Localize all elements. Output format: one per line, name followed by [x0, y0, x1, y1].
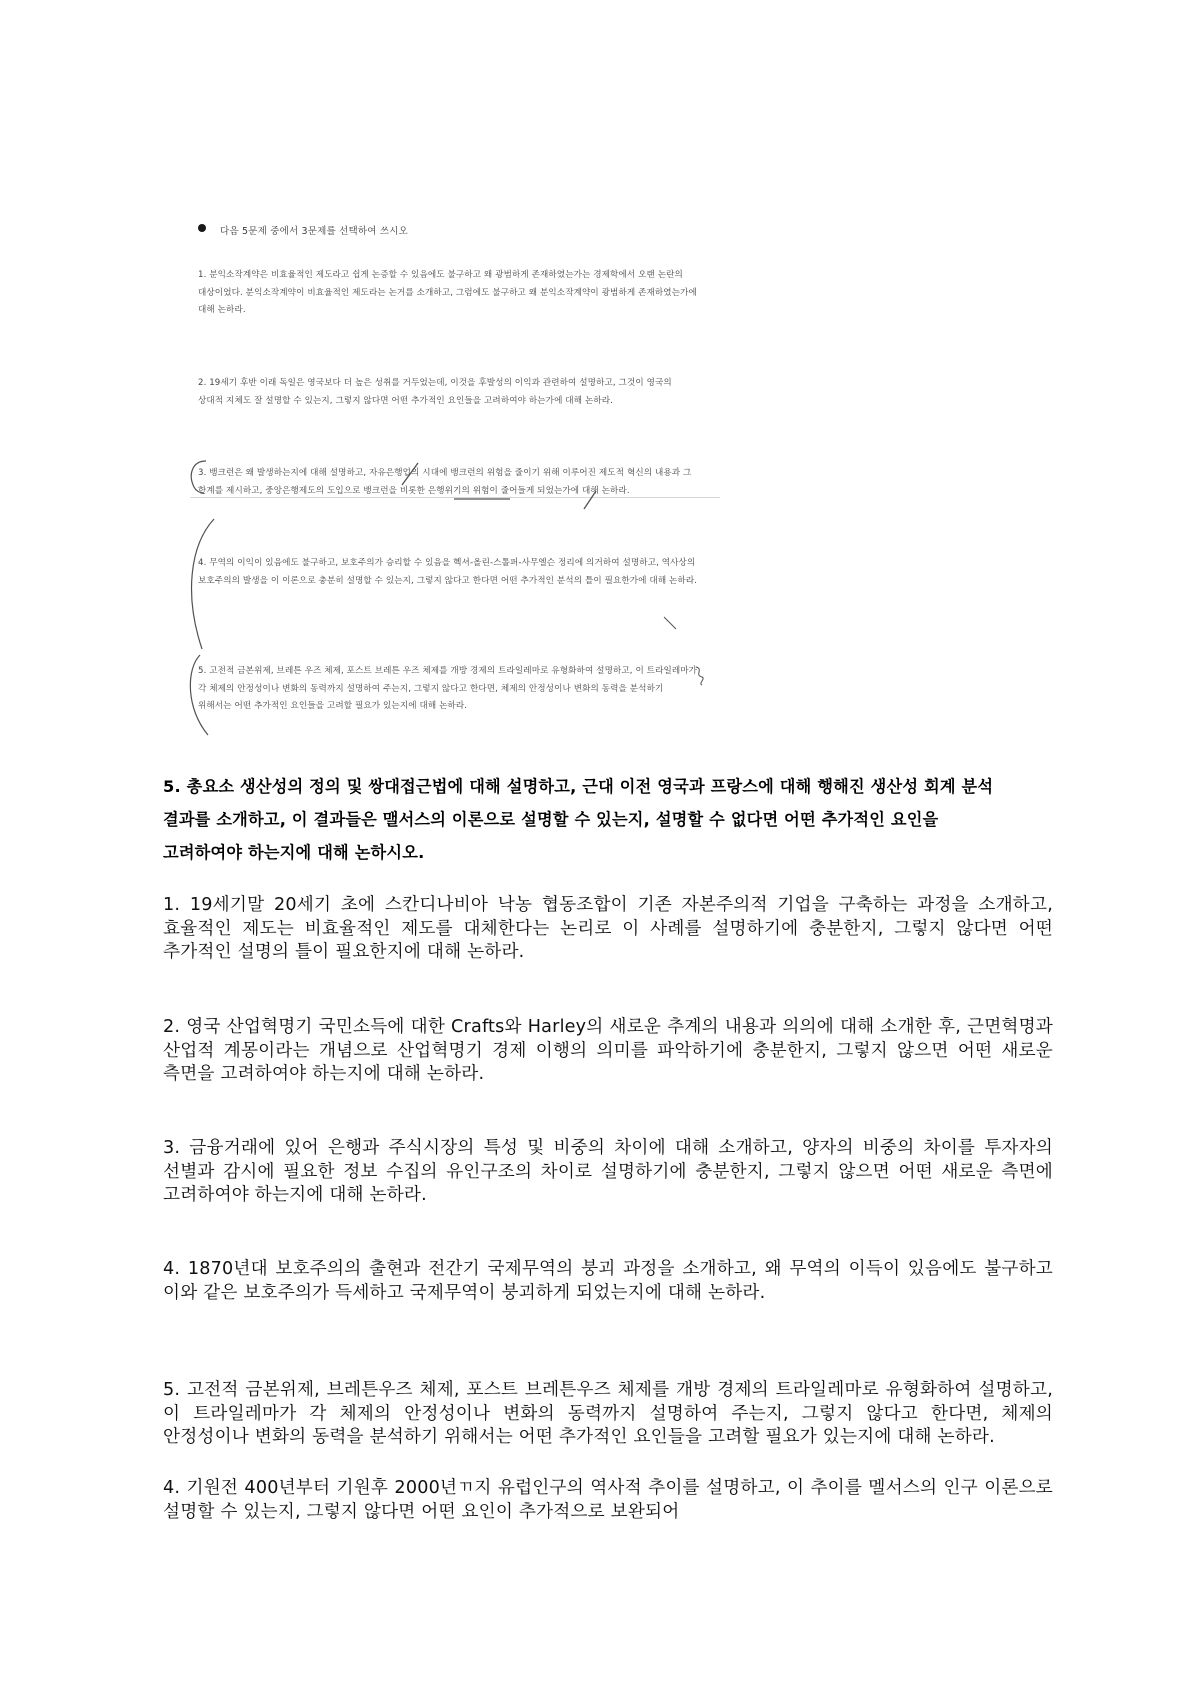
scan-instruction: 다음 5문제 중에서 3문제를 선택하여 쓰시오 — [220, 226, 408, 237]
pen-scribble-mark — [660, 613, 680, 633]
pen-scribble-mark — [690, 663, 710, 687]
scan-question-5: 5. 고전적 금본위제, 브레튼 우즈 체제, 포스트 브레튼 우즈 체제를 개방 경제의 트라일레마로 유형화하여 설명하고, 이 트라일레마가 각 체제의 안정성이나 변화의 동력까지 설명하여 주는지, 그렇지 않다고 한다면, 체제의 안정성이나 변화의 동력을 분석하기 위해서는 어떤 추가적인 요인들을 고려할 필요가 있는지에 대해 논하라. — [198, 666, 698, 711]
scan-question-2: 2. 19세기 후반 이래 독일은 영국보다 더 높은 성취를 거두었는데, 이것을 후발성의 이익과 관련하여 설명하고, 그것이 영국의 상대적 지체도 잘 설명할 수 있는지, 그렇지 않다면 어떤 추가적인 요인들을 고려하여야 하는가에 대해 논하라. — [198, 378, 672, 406]
pen-circle-mark-q5 — [182, 649, 212, 739]
question-paragraph-1: 1. 19세기말 20세기 초에 스칸디나비아 낙농 협동조합이 기존 자본주의적 기업을 구축하는 과정을 소개하고, 효율적인 제도는 비효율적인 제도를 대체한다는 논리로 이 사례를 설명하기에 충분한지, 그렇지 않다면 어떤 추가적인 설명의 틀이 필요한지에 대해 논하라. — [163, 895, 1053, 962]
scanned-exam-sheet — [190, 195, 720, 755]
pen-curve-mark-q4 — [180, 515, 220, 655]
question-paragraph-2: 2. 영국 산업혁명기 국민소득에 대한 Crafts와 Harley의 새로운 추계의 내용과 의의에 대해 소개한 후, 근면혁명과 산업적 계몽이라는 개념으로 산업혁명기 경제 이행의 의미를 파악하기에 충분한지, 그렇지 않으면 어떤 새로운 측면을 고려하여야 하는지에 대해 논하라. — [163, 1017, 1053, 1084]
question-paragraph-3: 3. 금융거래에 있어 은행과 주식시장의 특성 및 비중의 차이에 대해 소개하고, 양자의 비중의 차이를 투자자의 선별과 감시에 필요한 정보 수집의 유인구조의 차이로 설명하기에 충분한지, 그렇지 않으면 어떤 새로운 측면에 고려하여야 하는지에 대해 논하라. — [163, 1138, 1053, 1205]
bold-question-5: 5. 총요소 생산성의 정의 및 쌍대접근법에 대해 설명하고, 근대 이전 영국과 프랑스에 대해 행해진 생산성 회계 분석 결과를 소개하고, 이 결과들은 맬서스의 이론으로 설명할 수 있는지, 설명할 수 없다면 어떤 추가적인 요인을 고려하여야 하는지에 대해 논하시오. — [163, 777, 994, 862]
bullet-icon — [198, 224, 206, 232]
scan-question-1: 1. 분익소작계약은 비효율적인 제도라고 쉽게 논증할 수 있음에도 불구하고 왜 광범하게 존재하였는가는 경제학에서 오랜 논란의 대상이었다. 분익소작계약이 비효율적인 제도라는 논거를 소개하고, 그럼에도 불구하고 왜 분익소작계약이 광범하게 존재하였는가에 대해 논하라. — [198, 270, 697, 315]
scan-question-3: 3. 뱅크런은 왜 발생하는지에 대해 설명하고, 자유은행업의 시대에 뱅크런의 위험을 줄이기 위해 이루어진 제도적 혁신의 내용과 그 한계를 제시하고, 중앙은행제도의 도입으로 뱅크런을 비롯한 은행위기의 위험이 줄어들게 되었는가에 대해 논하라. — [198, 468, 692, 496]
pen-underline-mark — [452, 495, 512, 503]
question-paragraph-6: 4. 기원전 400년부터 기원후 2000년ㄲ지 유럽인구의 역사적 추이를 설명하고, 이 추이를 멜서스의 인구 이론으로 설명할 수 있는지, 그렇지 않다면 어떤 요인이 추가적으로 보완되어 — [163, 1478, 1053, 1522]
scan-question-4: 4. 무역의 이익이 있음에도 불구하고, 보호주의가 승리할 수 있음을 헥셔-올린-스톨퍼-사무엘슨 정리에 의거하여 설명하고, 역사상의 보호주의의 발생을 이 이론으로 충분히 설명할 수 있는지, 그렇지 않다고 한다면 어떤 추가적인 분석의 틀이 필요한가에 대해 논하라. — [198, 558, 698, 586]
question-paragraph-5: 5. 고전적 금본위제, 브레튼우즈 체제, 포스트 브레튼우즈 체제를 개방 경제의 트라일레마로 유형화하여 설명하고, 이 트라일레마가 각 체제의 안정성이나 변화의 동력까지 설명하여 주는지, 그렇지 않다고 한다면, 체제의 안정성이나 변화의 동력을 분석하기 위해서는 어떤 추가적인 요인들을 고려할 필요가 있는지에 대해 논하라. — [163, 1380, 1053, 1447]
pen-circle-mark-q3 — [186, 457, 216, 497]
pen-slash-mark — [582, 489, 598, 511]
question-paragraph-4: 4. 1870년대 보호주의의 출현과 전간기 국제무역의 붕괴 과정을 소개하고, 왜 무역의 이득이 있음에도 불구하고 이와 같은 보호주의가 득세하고 국제무역이 붕괴하게 되었는지에 대해 논하라. — [163, 1259, 1053, 1303]
pen-slash-mark — [400, 461, 420, 487]
